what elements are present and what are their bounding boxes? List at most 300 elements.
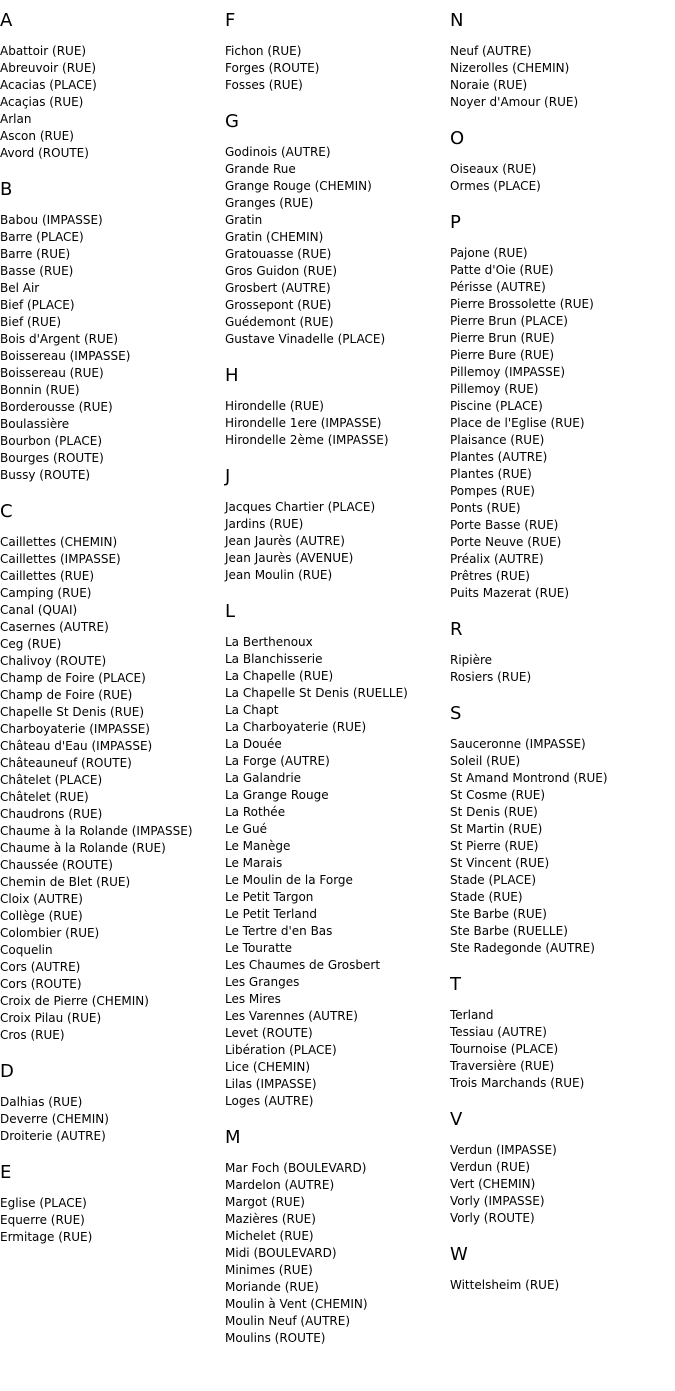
letter-section — [225, 600, 450, 1110]
street-link[interactable]: La Berthenoux — [225, 635, 313, 649]
street-link[interactable]: Fichon (RUE) — [225, 44, 302, 58]
street-link[interactable]: Soleil (RUE) — [450, 754, 521, 768]
street-list-item — [450, 1277, 675, 1294]
street-link[interactable]: Gratin (CHEMIN) — [225, 230, 324, 244]
street-list-item — [225, 43, 450, 60]
street-link[interactable]: Avord (ROUTE) — [0, 146, 89, 160]
street-list-item — [0, 704, 225, 721]
street-link[interactable]: Hirondelle 2ème (IMPASSE) — [225, 433, 389, 447]
street-list-item — [0, 636, 225, 653]
street-list-item — [450, 804, 675, 821]
street-list-item — [225, 702, 450, 719]
street-list-item — [0, 1010, 225, 1027]
street-link[interactable]: Mardelon (AUTRE) — [225, 1178, 335, 1192]
street-link[interactable]: St Cosme (RUE) — [450, 788, 546, 802]
street-link[interactable]: Jean Jaurès (AUTRE) — [225, 534, 345, 548]
street-link[interactable]: La Douée — [225, 737, 282, 751]
street-link[interactable]: Traversière (RUE) — [450, 1059, 555, 1073]
street-list-item — [0, 365, 225, 382]
street-list-item — [225, 314, 450, 331]
street-link[interactable]: Ormes (PLACE) — [450, 179, 541, 193]
street-link[interactable]: Terland — [450, 1008, 494, 1022]
street-link[interactable]: Le Manège — [225, 839, 291, 853]
street-link[interactable]: Lice (CHEMIN) — [225, 1060, 311, 1074]
letter-heading: L — [225, 601, 236, 622]
street-link[interactable]: Boissereau (RUE) — [0, 366, 104, 380]
street-link[interactable]: St Denis (RUE) — [450, 805, 538, 819]
street-list-item — [450, 652, 675, 669]
street-link[interactable]: Préalix (AUTRE) — [450, 552, 544, 566]
street-list — [225, 43, 450, 94]
street-link[interactable]: Chalivoy (ROUTE) — [0, 654, 107, 668]
street-link[interactable]: Coquelin — [0, 943, 53, 957]
street-list-item — [225, 991, 450, 1008]
street-link[interactable]: Chaussée (ROUTE) — [0, 858, 113, 872]
street-link[interactable]: Les Granges — [225, 975, 300, 989]
street-list-item — [450, 585, 675, 602]
street-link[interactable]: Les Mires — [225, 992, 281, 1006]
street-index-column-2 — [225, 0, 450, 1347]
street-list-item — [225, 940, 450, 957]
street-link[interactable]: Le Gué — [225, 822, 267, 836]
letter-section — [450, 1243, 675, 1294]
letter-heading: C — [0, 501, 13, 522]
street-link[interactable]: Minimes (RUE) — [225, 1263, 313, 1277]
street-link[interactable]: Châtelet (RUE) — [0, 790, 89, 804]
street-link[interactable]: Trois Marchands (RUE) — [450, 1076, 585, 1090]
street-link[interactable]: Jean Moulin (RUE) — [225, 568, 333, 582]
street-link[interactable]: Camping (RUE) — [0, 586, 92, 600]
street-list-item — [0, 314, 225, 331]
street-list-item — [0, 60, 225, 77]
letter-heading: P — [450, 212, 461, 233]
street-link[interactable]: Gros Guidon (RUE) — [225, 264, 338, 278]
street-link[interactable]: Babou (IMPASSE) — [0, 213, 103, 227]
letter-section — [450, 9, 675, 111]
street-link[interactable]: Pierre Brossolette (RUE) — [450, 297, 594, 311]
street-list-item — [225, 229, 450, 246]
street-link[interactable]: St Martin (RUE) — [450, 822, 543, 836]
street-list-item — [450, 364, 675, 381]
street-link[interactable]: Chaudrons (RUE) — [0, 807, 103, 821]
street-link[interactable]: Basse (RUE) — [0, 264, 74, 278]
street-list-item — [450, 178, 675, 195]
street-list-item — [0, 755, 225, 772]
street-list-item — [0, 602, 225, 619]
street-list-item — [225, 957, 450, 974]
street-link[interactable]: Jardins (RUE) — [225, 517, 304, 531]
street-link[interactable]: Nizerolles (CHEMIN) — [450, 61, 570, 75]
street-list-item — [0, 687, 225, 704]
street-list-item — [0, 1027, 225, 1044]
street-list-item — [225, 651, 450, 668]
street-link[interactable]: Cors (ROUTE) — [0, 977, 82, 991]
street-list-item — [450, 449, 675, 466]
street-link[interactable]: Boissereau (IMPASSE) — [0, 349, 131, 363]
street-list — [225, 144, 450, 348]
street-link[interactable]: Le Marais — [225, 856, 283, 870]
street-link[interactable]: Chaume à la Rolande (RUE) — [0, 841, 166, 855]
letter-section — [450, 618, 675, 686]
street-link[interactable]: Charboyaterie (IMPASSE) — [0, 722, 150, 736]
street-link[interactable]: Croix de Pierre (CHEMIN) — [0, 994, 149, 1008]
street-link[interactable]: Granges (RUE) — [225, 196, 314, 210]
street-link[interactable]: Acaçias (RUE) — [0, 95, 84, 109]
street-link[interactable]: Moulins (ROUTE) — [225, 1331, 326, 1345]
street-list-item — [225, 753, 450, 770]
street-list-item — [450, 94, 675, 111]
street-list-item — [0, 297, 225, 314]
street-link[interactable]: Verdun (RUE) — [450, 1160, 531, 1174]
street-link[interactable]: Lilas (IMPASSE) — [225, 1077, 317, 1091]
street-link[interactable]: Châteauneuf (ROUTE) — [0, 756, 132, 770]
street-link[interactable]: Pompes (RUE) — [450, 484, 535, 498]
street-list-item — [225, 212, 450, 229]
street-link[interactable]: Croix Pilau (RUE) — [0, 1011, 102, 1025]
street-link[interactable]: Les Chaumes de Grosbert — [225, 958, 381, 972]
street-list — [225, 1160, 450, 1347]
street-list-item — [225, 838, 450, 855]
street-list-item — [0, 145, 225, 162]
street-link[interactable]: Porte Neuve (RUE) — [450, 535, 562, 549]
street-link[interactable]: Moulin à Vent (CHEMIN) — [225, 1297, 368, 1311]
street-link[interactable]: Caillettes (CHEMIN) — [0, 535, 118, 549]
street-link[interactable]: Ste Barbe (RUE) — [450, 907, 547, 921]
street-link[interactable]: Bel Air — [0, 281, 40, 295]
street-link[interactable]: La Charboyaterie (RUE) — [225, 720, 367, 734]
letter-section — [225, 364, 450, 449]
street-list-item — [225, 1042, 450, 1059]
street-link[interactable]: Eglise (PLACE) — [0, 1196, 87, 1210]
street-list-item — [0, 534, 225, 551]
street-link[interactable]: Rosiers (RUE) — [450, 670, 532, 684]
street-link[interactable]: Caillettes (RUE) — [0, 569, 95, 583]
street-list-item — [225, 297, 450, 314]
street-link[interactable]: Champ de Foire (PLACE) — [0, 671, 146, 685]
street-link[interactable]: La Rothée — [225, 805, 286, 819]
street-link[interactable]: Plaisance (RUE) — [450, 433, 545, 447]
street-list-item — [450, 1024, 675, 1041]
street-link[interactable]: Deverre (CHEMIN) — [0, 1112, 109, 1126]
street-link[interactable]: Arlan — [0, 112, 32, 126]
street-link[interactable]: Châtelet (PLACE) — [0, 773, 103, 787]
street-list-item — [450, 296, 675, 313]
street-link[interactable]: Ripière — [450, 653, 493, 667]
street-link[interactable]: Plantes (RUE) — [450, 467, 532, 481]
street-list — [225, 634, 450, 1110]
street-link[interactable]: Hirondelle (RUE) — [225, 399, 324, 413]
street-link[interactable]: Pajone (RUE) — [450, 246, 528, 260]
street-link[interactable]: Wittelsheim (RUE) — [450, 1278, 560, 1292]
street-list-item — [0, 772, 225, 789]
street-link[interactable]: Bonnin (RUE) — [0, 383, 80, 397]
street-link[interactable]: Guédemont (RUE) — [225, 315, 334, 329]
street-link[interactable]: Piscine (PLACE) — [450, 399, 543, 413]
letter-section — [225, 1126, 450, 1347]
street-link[interactable]: Pierre Bure (RUE) — [450, 348, 555, 362]
street-link[interactable]: Ste Radegonde (AUTRE) — [450, 941, 595, 955]
street-link[interactable]: Ceg (RUE) — [0, 637, 62, 651]
street-link[interactable]: Bourbon (PLACE) — [0, 434, 103, 448]
street-link[interactable]: Borderousse (RUE) — [0, 400, 113, 414]
street-link[interactable]: Pillemoy (IMPASSE) — [450, 365, 566, 379]
letter-section — [450, 973, 675, 1092]
street-list-item — [0, 891, 225, 908]
street-link[interactable]: Puits Mazerat (RUE) — [450, 586, 569, 600]
street-list-item — [225, 1313, 450, 1330]
street-list-item — [450, 551, 675, 568]
street-link[interactable]: Abreuvoir (RUE) — [0, 61, 97, 75]
letter-heading: H — [225, 365, 239, 386]
street-link[interactable]: Verdun (IMPASSE) — [450, 1143, 557, 1157]
street-list-item — [0, 619, 225, 636]
street-link[interactable]: Grange Rouge (CHEMIN) — [225, 179, 372, 193]
street-link[interactable]: Le Petit Terland — [225, 907, 317, 921]
street-link[interactable]: Le Petit Targon — [225, 890, 314, 904]
street-link[interactable]: Vert (CHEMIN) — [450, 1177, 536, 1191]
letter-section — [0, 500, 225, 1044]
street-list-item — [0, 874, 225, 891]
street-link[interactable]: Périsse (AUTRE) — [450, 280, 546, 294]
street-link[interactable]: Barre (PLACE) — [0, 230, 84, 244]
street-link[interactable]: Bief (PLACE) — [0, 298, 75, 312]
street-list-item — [225, 499, 450, 516]
street-link[interactable]: Loges (AUTRE) — [225, 1094, 314, 1108]
street-link[interactable]: Cors (AUTRE) — [0, 960, 81, 974]
street-link[interactable]: Le Moulin de la Forge — [225, 873, 353, 887]
letter-section — [225, 9, 450, 94]
street-list-item — [225, 1194, 450, 1211]
street-link[interactable]: La Forge (AUTRE) — [225, 754, 330, 768]
street-link[interactable]: Pillemoy (RUE) — [450, 382, 539, 396]
street-link[interactable]: Noyer d'Amour (RUE) — [450, 95, 579, 109]
street-link[interactable]: Prêtres (RUE) — [450, 569, 530, 583]
street-link[interactable]: Dalhias (RUE) — [0, 1095, 83, 1109]
street-list-item — [0, 43, 225, 60]
street-link[interactable]: Mar Foch (BOULEVARD) — [225, 1161, 367, 1175]
street-link[interactable]: Michelet (RUE) — [225, 1229, 314, 1243]
street-list-item — [225, 855, 450, 872]
street-link[interactable]: Ascon (RUE) — [0, 129, 74, 143]
street-link[interactable]: Place de l'Eglise (RUE) — [450, 416, 585, 430]
street-link[interactable]: Stade (PLACE) — [450, 873, 537, 887]
street-list-item — [0, 925, 225, 942]
street-list-item — [225, 1093, 450, 1110]
street-link[interactable]: Equerre (RUE) — [0, 1213, 85, 1227]
letter-section — [225, 465, 450, 584]
letter-section — [450, 1108, 675, 1227]
street-link[interactable]: Gustave Vinadelle (PLACE) — [225, 332, 386, 346]
street-link[interactable]: Chapelle St Denis (RUE) — [0, 705, 145, 719]
street-link[interactable]: St Vincent (RUE) — [450, 856, 550, 870]
letter-heading: F — [225, 10, 236, 31]
street-list-item — [0, 280, 225, 297]
street-link[interactable]: Jacques Chartier (PLACE) — [225, 500, 376, 514]
street-link[interactable]: Caillettes (IMPASSE) — [0, 552, 121, 566]
street-link[interactable]: Boulassière — [0, 417, 70, 431]
street-list-item — [0, 653, 225, 670]
street-list-item — [450, 245, 675, 262]
street-link[interactable]: Oiseaux (RUE) — [450, 162, 537, 176]
street-list-item — [0, 840, 225, 857]
street-link[interactable]: Hirondelle 1ere (IMPASSE) — [225, 416, 382, 430]
street-list-item — [450, 855, 675, 872]
street-list-item — [0, 721, 225, 738]
street-list-item — [450, 517, 675, 534]
street-link[interactable]: Droiterie (AUTRE) — [0, 1129, 106, 1143]
letter-heading: J — [225, 466, 231, 487]
street-link[interactable]: Bois d'Argent (RUE) — [0, 332, 119, 346]
street-list-item — [450, 940, 675, 957]
letter-heading: G — [225, 111, 239, 132]
street-link[interactable]: Bief (RUE) — [0, 315, 62, 329]
street-list — [225, 499, 450, 584]
street-list-item — [0, 416, 225, 433]
street-list-item — [225, 144, 450, 161]
street-link[interactable]: Neuf (AUTRE) — [450, 44, 532, 58]
street-link[interactable]: Abattoir (RUE) — [0, 44, 87, 58]
street-link[interactable]: Sauceronne (IMPASSE) — [450, 737, 586, 751]
street-list-item — [0, 976, 225, 993]
street-list-item — [0, 111, 225, 128]
street-link[interactable]: Tessiau (AUTRE) — [450, 1025, 547, 1039]
street-list-item — [0, 670, 225, 687]
street-list-item — [450, 906, 675, 923]
street-link[interactable]: Grosbert (AUTRE) — [225, 281, 331, 295]
street-link[interactable]: Levet (ROUTE) — [225, 1026, 313, 1040]
street-link[interactable]: Gratouasse (RUE) — [225, 247, 332, 261]
street-link[interactable]: Canal (QUAI) — [0, 603, 78, 617]
street-list-item — [225, 1160, 450, 1177]
street-list-item — [450, 330, 675, 347]
street-list-item — [225, 246, 450, 263]
street-link[interactable]: Tournoise (PLACE) — [450, 1042, 559, 1056]
street-list-item — [225, 1296, 450, 1313]
street-list-item — [0, 908, 225, 925]
street-list-item — [0, 806, 225, 823]
street-link[interactable]: Pierre Brun (RUE) — [450, 331, 555, 345]
street-list — [450, 161, 675, 195]
street-link[interactable]: Les Varennes (AUTRE) — [225, 1009, 358, 1023]
street-list-item — [450, 889, 675, 906]
street-link[interactable]: Gratin — [225, 213, 263, 227]
street-link[interactable]: Champ de Foire (RUE) — [0, 688, 133, 702]
street-link[interactable]: Le Touratte — [225, 941, 292, 955]
letter-section — [225, 110, 450, 348]
street-link[interactable]: St Pierre (RUE) — [450, 839, 539, 853]
street-link[interactable]: Moriande (RUE) — [225, 1280, 319, 1294]
street-list-item — [450, 923, 675, 940]
street-link[interactable]: Moulin Neuf (AUTRE) — [225, 1314, 350, 1328]
street-list-item — [225, 1330, 450, 1347]
street-list-item — [0, 1212, 225, 1229]
street-link[interactable]: Jean Jaurès (AVENUE) — [225, 551, 354, 565]
street-link[interactable]: Margot (RUE) — [225, 1195, 305, 1209]
street-link[interactable]: Bourges (ROUTE) — [0, 451, 104, 465]
street-link[interactable]: La Chapt — [225, 703, 279, 717]
street-link[interactable]: Grossepont (RUE) — [225, 298, 332, 312]
letter-section — [0, 178, 225, 484]
street-link[interactable]: Ermitage (RUE) — [0, 1230, 93, 1244]
street-list-item — [0, 942, 225, 959]
letter-section — [0, 1161, 225, 1246]
street-link[interactable]: Patte d'Oie (RUE) — [450, 263, 554, 277]
street-list-item — [0, 246, 225, 263]
street-link[interactable]: Midi (BOULEVARD) — [225, 1246, 337, 1260]
street-list-item — [225, 533, 450, 550]
street-link[interactable]: Porte Basse (RUE) — [450, 518, 559, 532]
street-link[interactable]: Colombier (RUE) — [0, 926, 100, 940]
street-list-item — [450, 821, 675, 838]
street-link[interactable]: Chemin de Blet (RUE) — [0, 875, 131, 889]
street-link[interactable]: La Chapelle (RUE) — [225, 669, 334, 683]
street-link[interactable]: Casernes (AUTRE) — [0, 620, 109, 634]
letter-heading: R — [450, 619, 463, 640]
street-link[interactable]: Vorly (ROUTE) — [450, 1211, 535, 1225]
street-link[interactable]: La Chapelle St Denis (RUELLE) — [225, 686, 408, 700]
street-link[interactable]: Noraie (RUE) — [450, 78, 528, 92]
street-link[interactable]: Cloix (AUTRE) — [0, 892, 83, 906]
street-list-item — [0, 1128, 225, 1145]
street-link[interactable]: Le Tertre d'en Bas — [225, 924, 333, 938]
street-link[interactable]: Château d'Eau (IMPASSE) — [0, 739, 153, 753]
street-list-item — [0, 399, 225, 416]
street-link[interactable]: Ponts (RUE) — [450, 501, 521, 515]
street-link[interactable]: Libération (PLACE) — [225, 1043, 337, 1057]
street-link[interactable]: Bussy (ROUTE) — [0, 468, 91, 482]
street-link[interactable]: Pierre Brun (PLACE) — [450, 314, 568, 328]
street-list-item — [450, 1176, 675, 1193]
street-list-item — [0, 993, 225, 1010]
street-link[interactable]: Cros (RUE) — [0, 1028, 65, 1042]
street-link[interactable]: Acacias (PLACE) — [0, 78, 97, 92]
street-list-item — [450, 313, 675, 330]
street-link[interactable]: La Galandrie — [225, 771, 302, 785]
street-list-item — [450, 483, 675, 500]
street-link[interactable]: Chaume à la Rolande (IMPASSE) — [0, 824, 193, 838]
street-list-item — [450, 753, 675, 770]
street-list-item — [225, 161, 450, 178]
street-list-item — [225, 567, 450, 584]
street-link[interactable]: La Blanchisserie — [225, 652, 323, 666]
street-list-item — [0, 77, 225, 94]
street-link[interactable]: Mazières (RUE) — [225, 1212, 316, 1226]
street-link[interactable]: Plantes (AUTRE) — [450, 450, 548, 464]
street-link[interactable]: Forges (ROUTE) — [225, 61, 320, 75]
street-link[interactable]: La Grange Rouge — [225, 788, 329, 802]
street-list-item — [450, 161, 675, 178]
street-list — [0, 1094, 225, 1145]
street-link[interactable]: Grande Rue — [225, 162, 296, 176]
street-list-item — [225, 516, 450, 533]
street-list-item — [225, 550, 450, 567]
street-list-item — [450, 262, 675, 279]
street-list-item — [225, 974, 450, 991]
street-list-item — [0, 1195, 225, 1212]
street-link[interactable]: Ste Barbe (RUELLE) — [450, 924, 568, 938]
street-link[interactable]: Fosses (RUE) — [225, 78, 303, 92]
street-link[interactable]: Barre (RUE) — [0, 247, 71, 261]
street-list-item — [450, 43, 675, 60]
street-list — [0, 43, 225, 162]
street-list-item — [450, 1041, 675, 1058]
street-link[interactable]: Godinois (AUTRE) — [225, 145, 331, 159]
street-link[interactable]: Stade (RUE) — [450, 890, 523, 904]
street-link[interactable]: Collège (RUE) — [0, 909, 83, 923]
street-list-item — [450, 347, 675, 364]
street-link[interactable]: St Amand Montrond (RUE) — [450, 771, 608, 785]
street-link[interactable]: Vorly (IMPASSE) — [450, 1194, 545, 1208]
